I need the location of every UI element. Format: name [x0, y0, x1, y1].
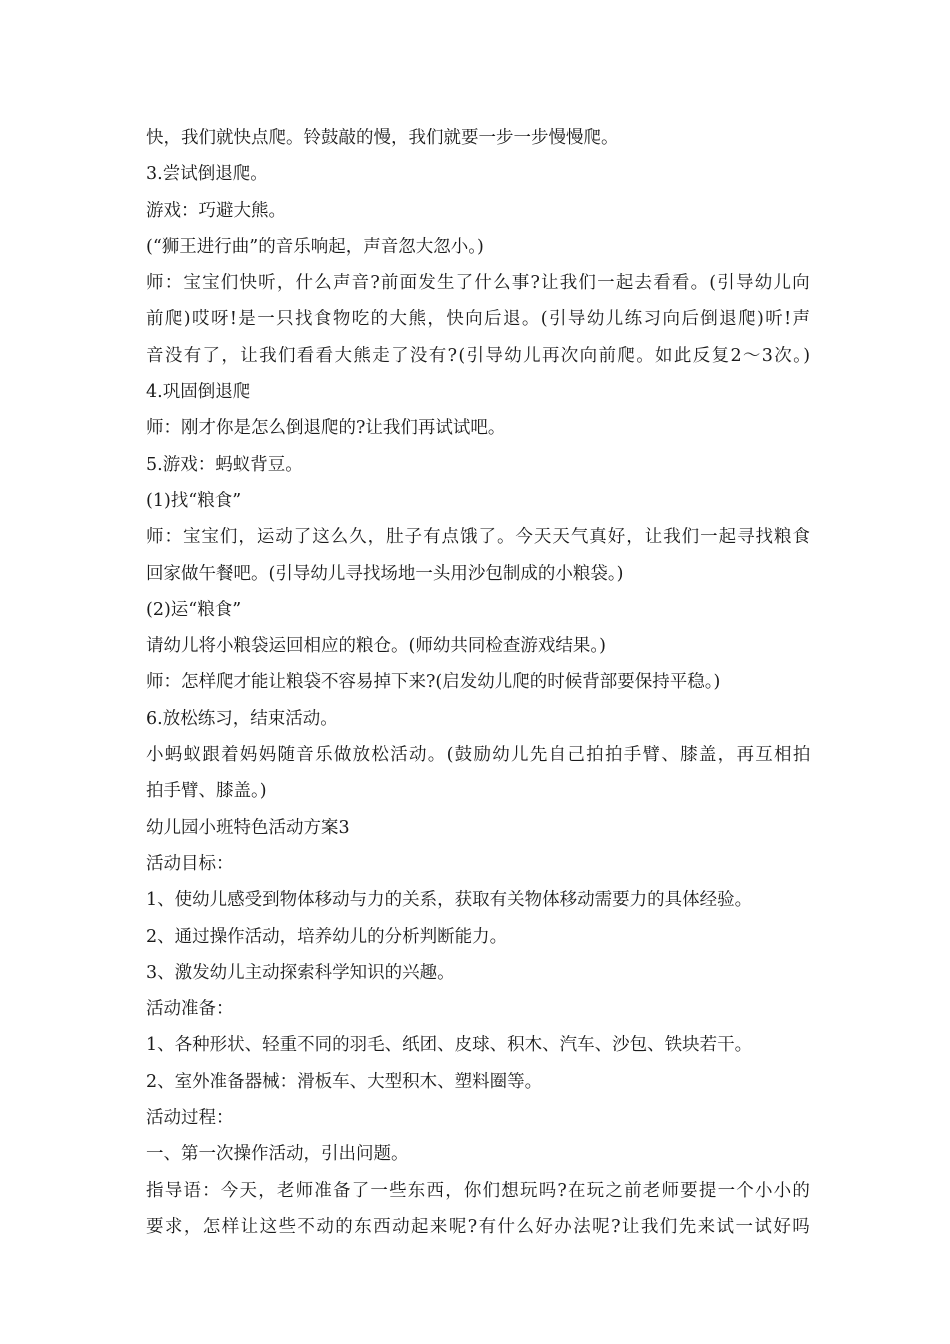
text-line: 幼儿园小班特色活动方案3	[146, 817, 350, 838]
text-line: 1、各种形状、轻重不同的羽毛、纸团、皮球、积木、汽车、沙包、铁块若干。	[146, 1035, 753, 1056]
text-line: 2、通过操作活动，培养幼儿的分析判断能力。	[146, 926, 508, 947]
text-line: 师：宝宝们快听，什么声音?前面发生了什么事?让我们一起去看看。(引导幼儿向	[146, 273, 811, 294]
document-body	[146, 120, 810, 1245]
text-line: 5.游戏：蚂蚁背豆。	[146, 454, 303, 475]
text-line: 师：怎样爬才能让粮袋不容易掉下来?(启发幼儿爬的时候背部要保持平稳。)	[146, 672, 721, 693]
text-line: 6.放松练习，结束活动。	[146, 708, 338, 729]
text-line: 4.巩固倒退爬	[146, 382, 251, 403]
text-line: 回家做午餐吧。(引导幼儿寻找场地一头用沙包制成的小粮袋。)	[146, 563, 624, 584]
text-line: 一、第一次操作活动，引出问题。	[146, 1144, 409, 1165]
text-line: 快，我们就快点爬。铃鼓敲的慢，我们就要一步一步慢慢爬。	[146, 128, 619, 148]
text-line: 1、使幼儿感受到物体移动与力的关系，获取有关物体移动需要力的具体经验。	[146, 890, 753, 911]
text-line: 活动目标：	[146, 853, 234, 874]
text-line: 要求，怎样让这些不动的东西动起来呢?有什么好办法呢?让我们先来试一试好吗	[146, 1216, 812, 1237]
text-line: 活动准备：	[146, 999, 234, 1020]
text-line: (2)运“粮食”	[146, 599, 242, 620]
text-line: 前爬)哎呀!是一只找食物吃的大熊，快向后退。(引导幼儿练习向后倒退爬)听!声	[146, 309, 812, 330]
text-line: 活动过程：	[146, 1108, 234, 1129]
text-line: 3.尝试倒退爬。	[146, 164, 268, 185]
text-line: 指导语：今天，老师准备了一些东西，你们想玩吗?在玩之前老师要提一个小小的	[146, 1180, 812, 1201]
text-line: 游戏：巧避大熊。	[146, 200, 286, 221]
text-line: 师：宝宝们，运动了这么久，肚子有点饿了。今天天气真好，让我们一起寻找粮食	[146, 527, 811, 548]
text-line: 拍手臂、膝盖。)	[146, 781, 267, 802]
text-line: 2、室外准备器械：滑板车、大型积木、塑料圈等。	[146, 1071, 543, 1092]
text-line: 请幼儿将小粮袋运回相应的粮仓。(师幼共同检查游戏结果。)	[146, 636, 606, 657]
text-line: 音没有了，让我们看看大熊走了没有?(引导幼儿再次向前爬。如此反复2～3次。)	[146, 345, 812, 366]
text-line: 师：刚才你是怎么倒退爬的?让我们再试试吧。	[146, 418, 506, 439]
text-line: 小蚂蚁跟着妈妈随音乐做放松活动。(鼓励幼儿先自己拍拍手臂、膝盖，再互相拍	[146, 745, 812, 766]
text-line: (“狮王进行曲”的音乐响起，声音忽大忽小。)	[146, 236, 484, 257]
text-line: 3、激发幼儿主动探索科学知识的兴趣。	[146, 962, 455, 983]
text-line: (1)找“粮食”	[146, 490, 242, 511]
